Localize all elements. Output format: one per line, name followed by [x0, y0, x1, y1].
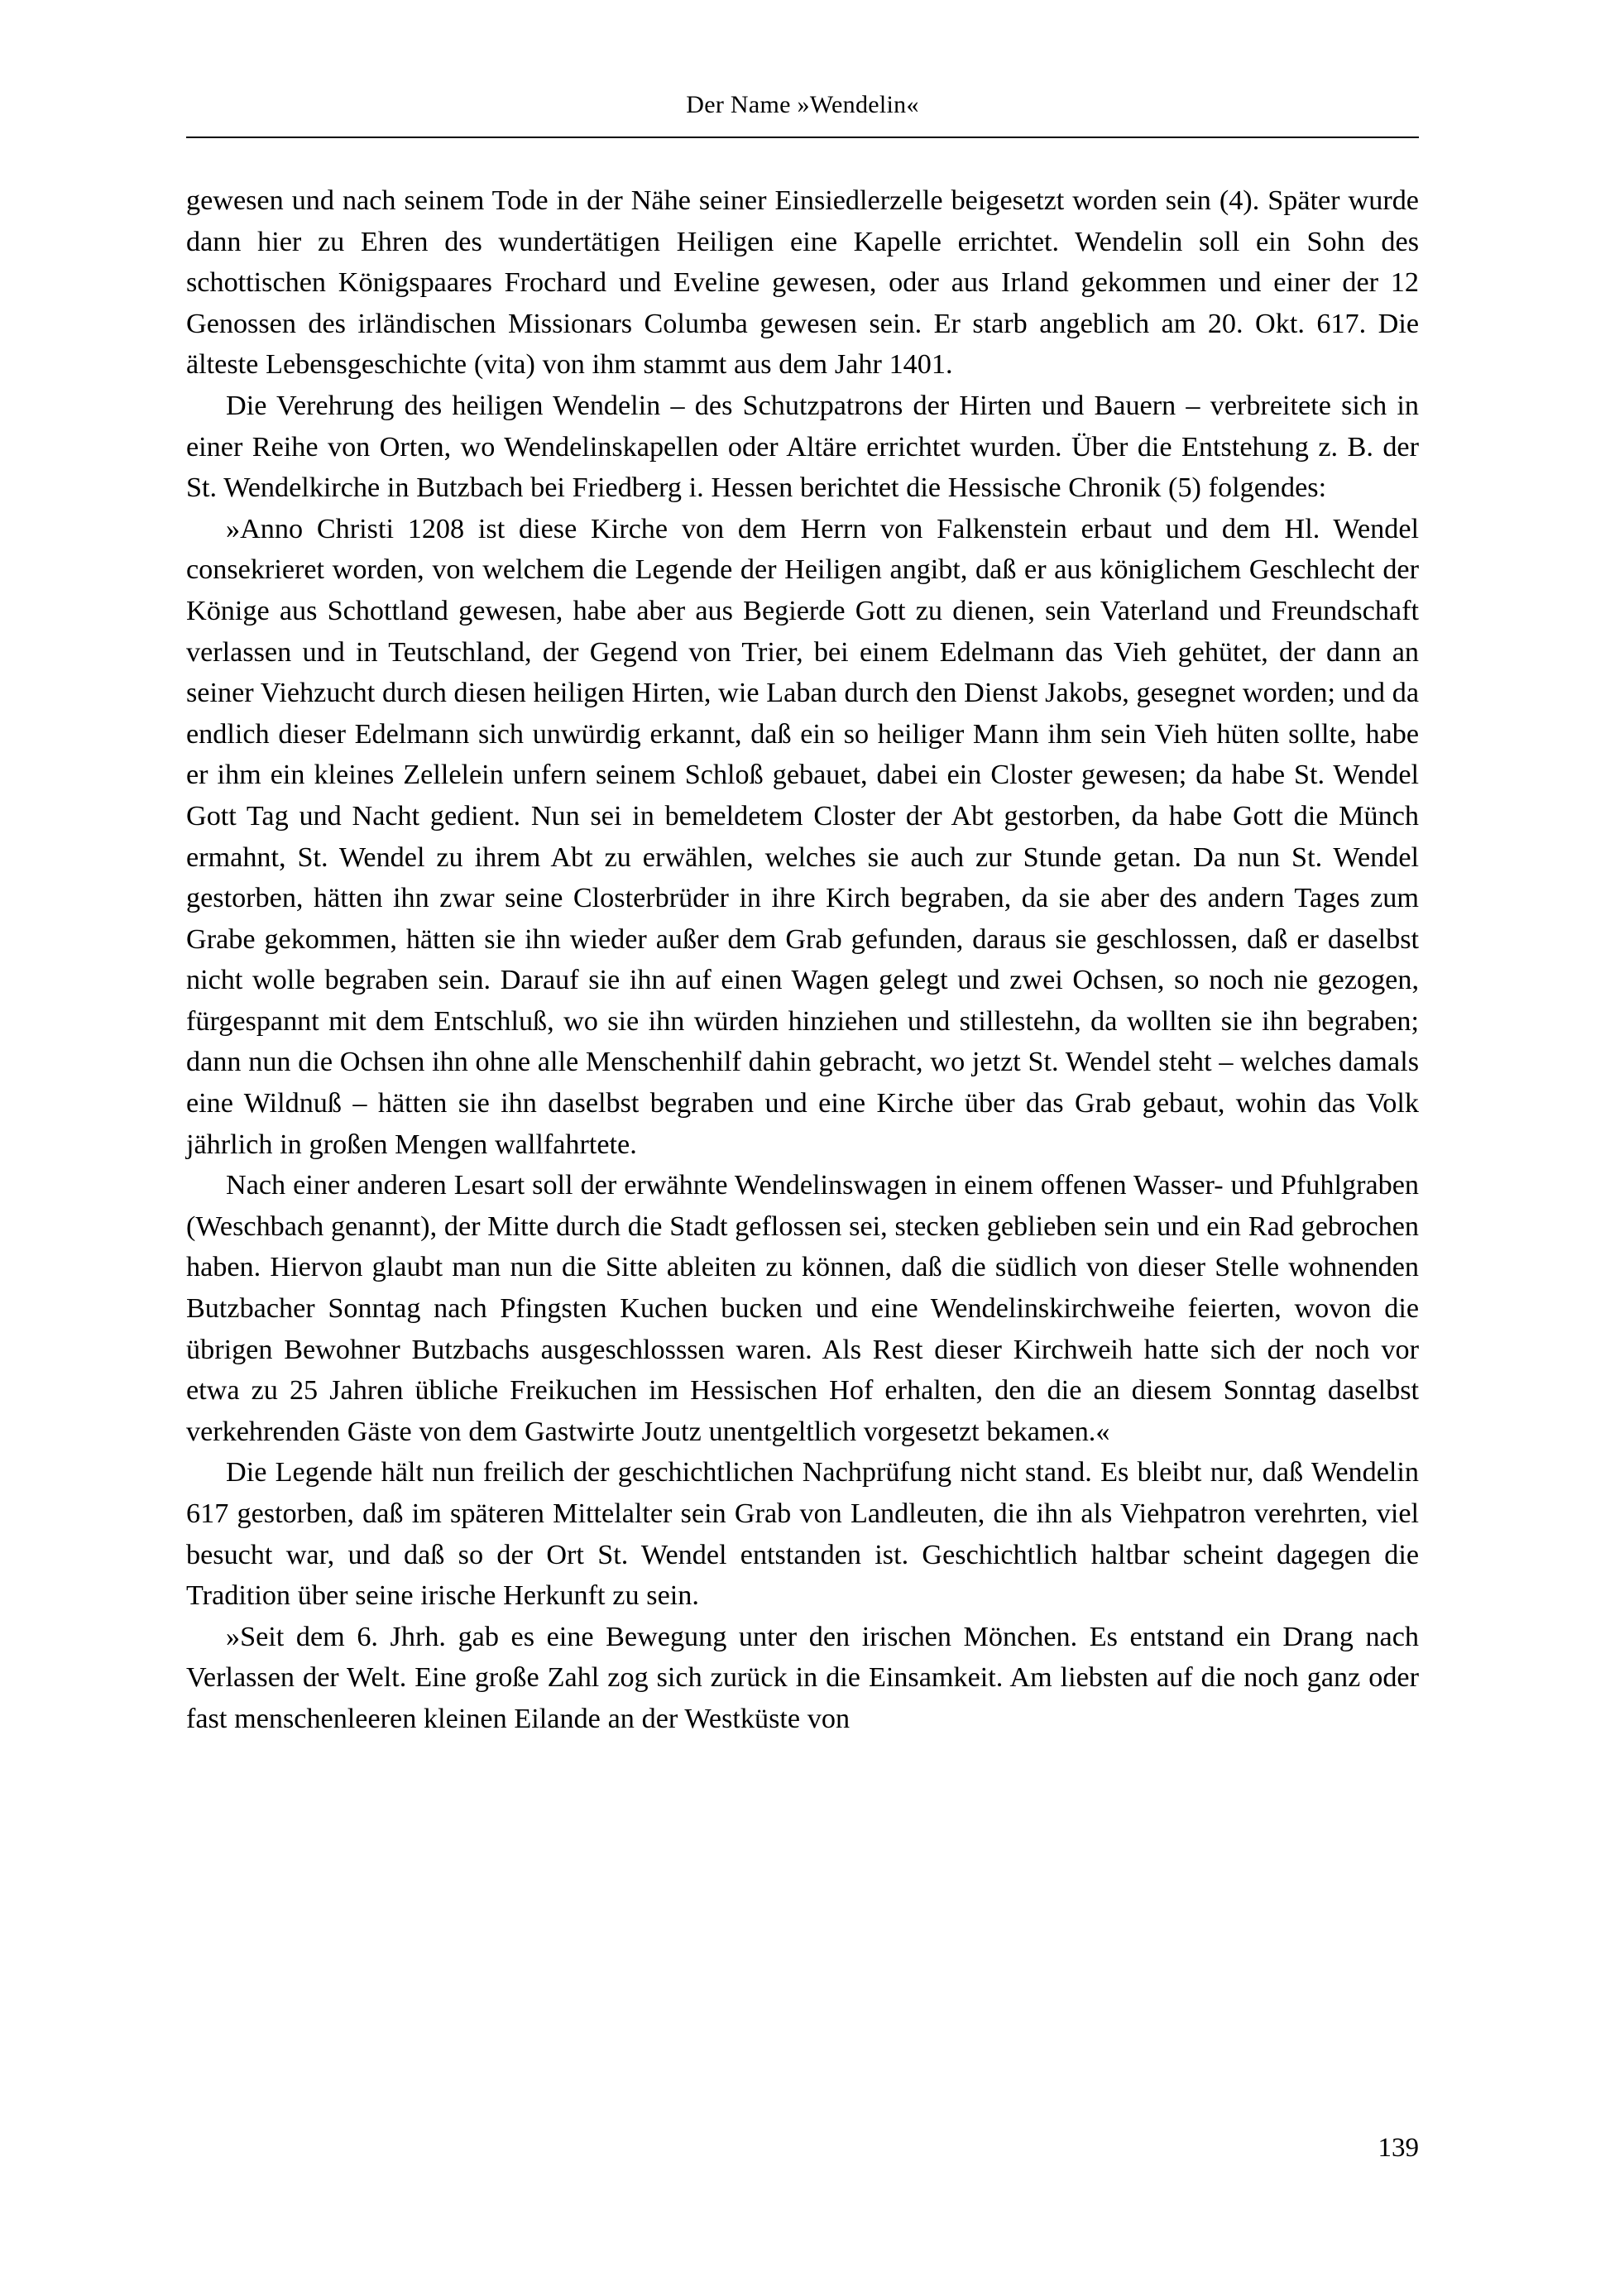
paragraph-6-quote: »Seit dem 6. Jhrh. gab es eine Bewegung unter den irischen Mönchen. Es entstand ein Drang nach Verlassen der Welt. Eine große Zahl zog sich zurück in die Einsamkeit. Am liebsten auf die noch ganz oder fast menschenleeren kleinen Eilande an der Westküste von [186, 1621, 1419, 1734]
paragraph-3-quote: »Anno Christi 1208 ist diese Kirche von dem Herrn von Falkenstein erbaut und dem Hl. Wendel consekrieret worden, von welchem die Legende der Heiligen angibt, daß er aus königlichem Geschlecht der Könige aus Schottland gewesen, habe aber aus Begierde Gott zu dienen, sein Vaterland und Freundschaft verlassen und in Teutschland, der Gegend von Trier, bei einem Edelmann das Vieh gehütet, der dann an seiner Viehzucht durch diesen heiligen Hirten, wie Laban durch den Dienst Jakobs, gesegnet worden; und da endlich dieser Edelmann sich unwürdig erkannt, daß ein so heiliger Mann ihm sein Vieh hüten sollte, habe er ihm ein kleines Zellelein unfern seinem Schloß gebauet, dabei ein Closter gewesen; da habe St. Wendel Gott Tag und Nacht gedient. Nun sei in bemeldetem Closter der Abt gestorben, da habe Gott die Münch ermahnt, St. Wendel zu ihrem Abt zu erwählen, welches sie auch zur Stunde getan. Da nun St. Wendel gestorben, hätten ihn zwar seine Closterbrüder in ihre Kirch begraben, da sie aber des andern Tages zum Grabe gekommen, hätten sie ihn wieder außer dem Grab gefunden, daraus sie geschlossen, daß er daselbst nicht wolle begraben sein. Darauf sie ihn auf einen Wagen gelegt und zwei Ochsen, so noch nie gezogen, fürgespannt mit dem Entschluß, wo sie ihn würden hinziehen und stillestehn, da wollten sie ihn begraben; dann nun die Ochsen ihn ohne alle Menschenhilf dahin gebracht, wo jetzt St. Wendel steht – welches damals eine Wildnuß – hätten sie ihn daselbst begraben und eine Kirche über das Grab gebaut, wohin das Volk jährlich in großen Mengen wallfahrtete. [186, 513, 1419, 1160]
paragraph-5: Die Legende hält nun freilich der geschichtlichen Nachprüfung nicht stand. Es bleibt nur, daß Wendelin 617 gestorben, daß im späteren Mittelalter sein Grab von Landleuten, die ihn als Viehpatron verehrten, viel besucht war, und daß so der Ort St. Wendel entstanden ist. Geschichtlich haltbar scheint dagegen die Tradition über seine irische Herkunft zu sein. [186, 1457, 1419, 1612]
paragraph-1: gewesen und nach seinem Tode in der Nähe seiner Einsiedlerzelle beigesetzt worden sein (4). Später wurde dann hier zu Ehren des wundertätigen Heiligen eine Kapelle errichtet. Wendelin soll ein Sohn des schottischen Königspaares Frochard und Eveline gewesen, oder aus Irland gekommen und einer der 12 Genossen des irländischen Missionars Columba gewesen sein. Er starb angeblich am 20. Okt. 617. Die älteste Lebensgeschichte (vita) von ihm stammt aus dem Jahr 1401. [186, 185, 1419, 381]
running-head: Der Name »Wendelin« [686, 91, 919, 118]
page-number: 139 [1378, 2133, 1419, 2163]
body-text-block [186, 180, 1419, 1740]
paragraph-2: Die Verehrung des heiligen Wendelin – des Schutzpatrons der Hirten und Bauern – verbreitete sich in einer Reihe von Orten, wo Wendelinskapellen oder Altäre errichtet wurden. Über die Entstehung z. B. der St. Wendelkirche in Butzbach bei Friedberg i. Hessen berichtet die Hessische Chronik (5) folgendes: [186, 390, 1419, 504]
header-rule [186, 137, 1419, 138]
paragraph-4: Nach einer anderen Lesart soll der erwähnte Wendelinswagen in einem offenen Wasser- und Pfuhlgraben (Weschbach genannt), der Mitte durch die Stadt geflossen sei, stecken geblieben sein und ein Rad gebrochen haben. Hiervon glaubt man nun die Sitte ableiten zu können, daß die südlich von dieser Stelle wohnenden Butzbacher Sonntag nach Pfingsten Kuchen bucken und eine Wendelinskirchweihe feierten, wovon die übrigen Bewohner Butzbachs ausgeschlosssen waren. Als Rest dieser Kirchweih hatte sich der noch vor etwa zu 25 Jahren übliche Freikuchen im Hessischen Hof erhalten, den die an diesem Sonntag daselbst verkehrenden Gäste von dem Gastwirte Joutz unentgeltlich vorgesetzt bekamen.« [186, 1170, 1419, 1447]
